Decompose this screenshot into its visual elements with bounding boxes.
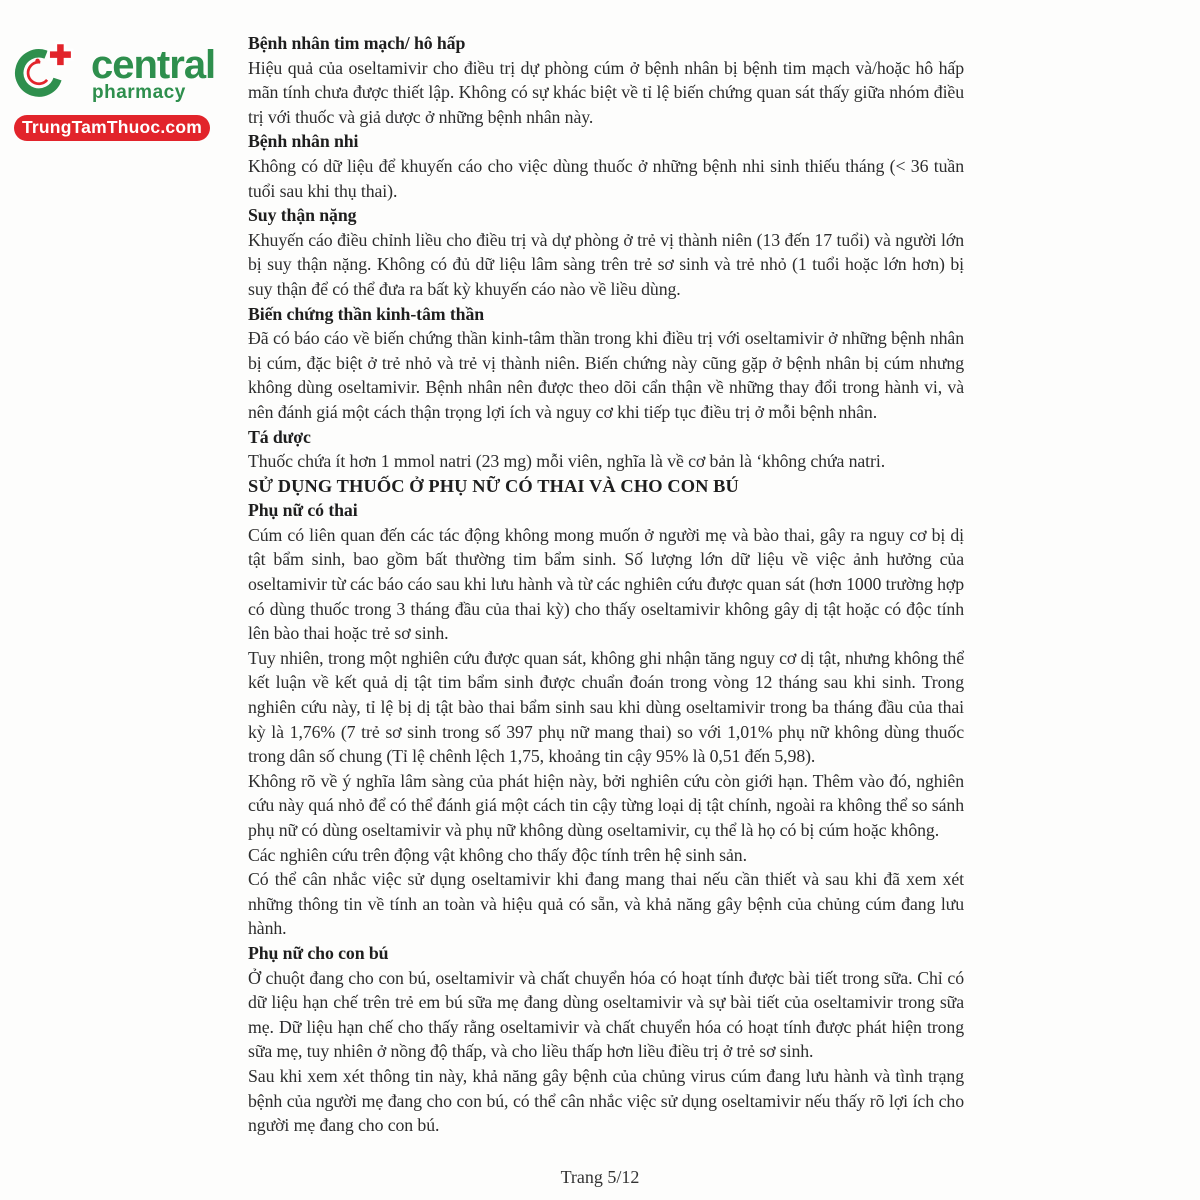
para-pregnancy-4: Các nghiên cứu trên động vật không cho thấy độc tính trên hệ sinh sản. [248, 844, 747, 865]
heading-cardiac-respiratory: Bệnh nhân tim mạch/ hô hấp [248, 33, 466, 53]
para-cardiac-respiratory: Hiệu quả của oseltamivir cho điều trị dự phòng cúm ở bệnh nhân bị bệnh tim mạch và/hoặc hô hấp mãn tính chưa được thiết lập. Không có sự khác biệt về tỉ lệ biến chứng quan sát thấy giữa nhóm điều trị với thuốc và giả dược ở những bệnh nhân này. [248, 57, 964, 127]
leaflet-body [248, 31, 964, 1138]
heading-renal-impairment: Suy thận nặng [248, 205, 357, 226]
para-breastfeeding-2: Sau khi xem xét thông tin này, khả năng gây bệnh của chủng virus cúm đang lưu hành và tình trạng bệnh của người mẹ đang cho con bú, có thể cân nhắc việc sử dụng oseltamivir nếu thấy rõ lợi ích cho người mẹ đang cho con bú. [248, 1065, 964, 1136]
logo-brand-text: central [91, 43, 216, 87]
logo-wordmark [91, 43, 216, 104]
page-number: Trang 5/12 [560, 1167, 640, 1187]
heading-neuropsychiatric: Biến chứng thần kinh-tâm thần [248, 303, 485, 324]
heading-excipients: Tá dược [248, 426, 311, 447]
central-pharmacy-c-icon [14, 38, 82, 104]
para-pregnancy-2: Tuy nhiên, trong một nghiên cứu được quan sát, không ghi nhận tăng nguy cơ dị tật, nhưng không thể kết luận về kết quả dị tật tim bẩm sinh được chuẩn đoán trong vòng 12 tháng sau khi sinh. Trong nghiên cứu này, tỉ lệ bị dị tật bào thai bẩm sinh sau khi dùng oseltamivir trong ba tháng đầu của thai kỳ là 1,76% (7 trẻ sơ sinh trong số 397 phụ nữ mang thai) so với 1,01% phụ nữ không dùng thuốc trong dân số chung (Tỉ lệ chênh lệch 1,75, khoảng tin cậy 95% là 0,51 đến 5,98). [248, 647, 964, 767]
para-pediatric: Không có dữ liệu để khuyến cáo cho việc dùng thuốc ở những bệnh nhi sinh thiếu tháng (< 36 tuần tuổi sau khi thụ thai). [248, 155, 964, 201]
heading-pregnancy-lactation-section: SỬ DỤNG THUỐC Ở PHỤ NỮ CÓ THAI VÀ CHO CON BÚ [248, 475, 739, 496]
para-neuropsychiatric: Đã có báo cáo về biến chứng thần kinh-tâm thần trong khi điều trị với oseltamivir ở những bệnh nhân bị cúm, đặc biệt ở trẻ nhỏ và trẻ vị thành niên. Biến chứng này cũng gặp ở bệnh nhân bị cúm nhưng không dùng oseltamivir. Bệnh nhân nên được theo dõi cẩn thận về những thay đổi trong hành vi, và nên đánh giá một cách thận trọng lợi ích và nguy cơ khi tiếp tục điều trị ở mỗi bệnh nhân. [248, 328, 964, 422]
logo-website-badge: TrungTamThuoc.com [14, 115, 210, 141]
pharmacy-logo [14, 38, 216, 141]
logo-top-row [14, 38, 216, 104]
heading-breastfeeding: Phụ nữ cho con bú [248, 942, 389, 963]
para-pregnancy-1: Cúm có liên quan đến các tác động không mong muốn ở người mẹ và bào thai, gây ra nguy cơ bị dị tật bẩm sinh, bao gồm bất thường tim bẩm sinh. Số lượng lớn dữ liệu về việc ảnh hưởng của oseltamivir từ các báo cáo sau khi lưu hành và từ các nghiên cứu được quan sát (hơn 1000 trường hợp có dùng thuốc trong 3 tháng đầu của thai kỳ) cho thấy oseltamivir không gây dị tật hoặc có độc tính lên bào thai hoặc trẻ sơ sinh. [248, 524, 964, 644]
para-excipients: Thuốc chứa ít hơn 1 mmol natri (23 mg) mỗi viên, nghĩa là về cơ bản là ‘không chứa natri. [248, 451, 886, 472]
logo-tagline-text: pharmacy [92, 82, 186, 103]
heading-pediatric: Bệnh nhân nhi [248, 131, 359, 152]
heading-pregnancy: Phụ nữ có thai [248, 500, 358, 521]
para-pregnancy-5: Có thể cân nhắc việc sử dụng oseltamivir khi đang mang thai nếu cần thiết và sau khi đã xem xét những thông tin về tính an toàn và hiệu quả có sẵn, và khả năng gây bệnh của chủng cúm đang lưu hành. [248, 869, 964, 939]
para-renal-impairment: Khuyến cáo điều chỉnh liều cho điều trị và dự phòng ở trẻ vị thành niên (13 đến 17 tuổi) và người lớn bị suy thận nặng. Không có đủ dữ liệu lâm sàng trên trẻ sơ sinh và trẻ nhỏ (1 tuổi hoặc lớn hơn) bị suy thận để có thể đưa ra bất kỳ khuyến cáo nào về liều dùng. [248, 229, 964, 299]
para-pregnancy-3: Không rõ về ý nghĩa lâm sàng của phát hiện này, bởi nghiên cứu còn giới hạn. Thêm vào đó, nghiên cứu này quá nhỏ để có thể đánh giá một cách tin cậy từng loại dị tật chính, ngoài ra không thể so sánh phụ nữ có dùng oseltamivir và phụ nữ không dùng oseltamivir, cụ thể là họ có bị cúm hoặc không. [248, 770, 964, 840]
para-breastfeeding-1: Ở chuột đang cho con bú, oseltamivir và chất chuyển hóa có hoạt tính được bài tiết trong sữa. Chỉ có dữ liệu hạn chế trên trẻ em bú sữa mẹ đang dùng oseltamivir và sự bài tiết của oseltamivir trong sữa mẹ. Dữ liệu hạn chế cho thấy rằng oseltamivir và chất chuyển hóa có hoạt tính được phát hiện trong sữa mẹ, tuy nhiên ở nồng độ thấp, và cho liều thấp hơn liều điều trị ở trẻ sơ sinh. [248, 967, 964, 1062]
